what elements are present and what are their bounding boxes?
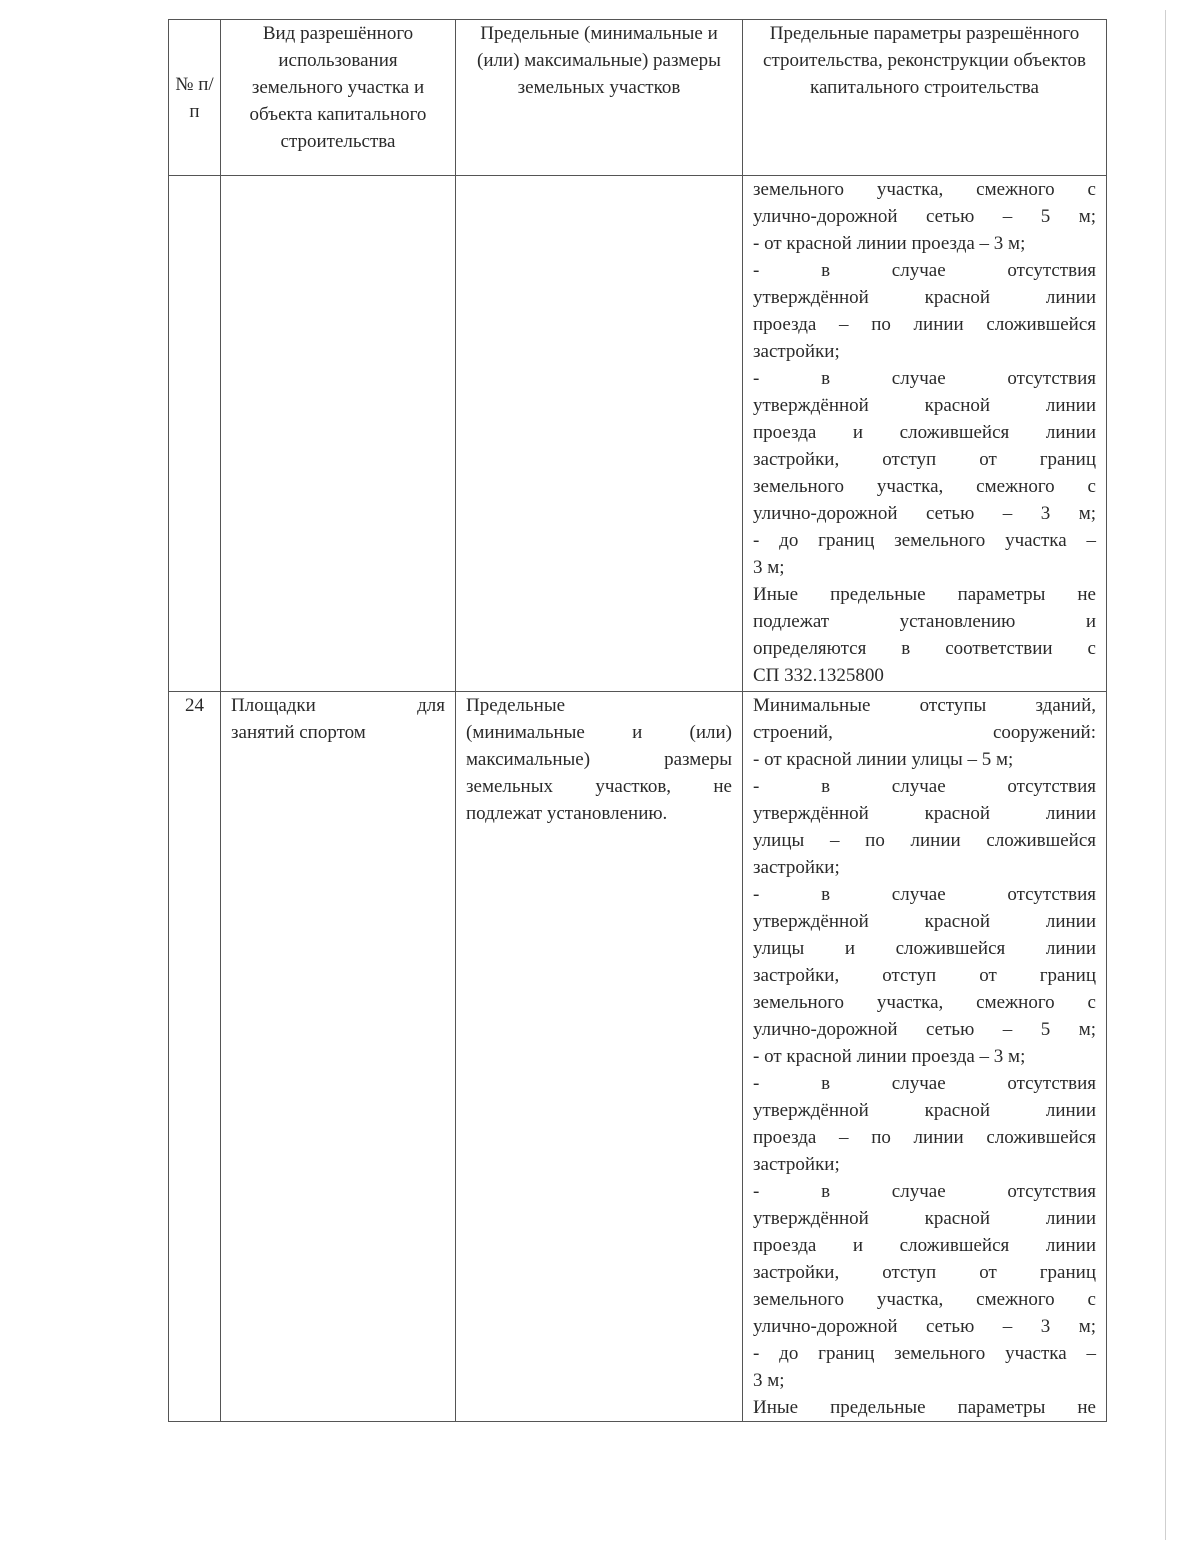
- table-row: [169, 176, 1107, 692]
- params-line: - в случае отсутствия: [753, 1181, 1096, 1202]
- params-line: - в случае отсутствия: [753, 884, 1096, 905]
- params-line: проезда и сложившейся линии: [753, 1235, 1096, 1256]
- parameters-cell: [743, 176, 1107, 692]
- params-line: - от красной линии проезда – 3 м;: [753, 1046, 1026, 1067]
- params-line: утверждённой красной линии: [753, 395, 1096, 416]
- params-line: определяются в соответствии с: [753, 638, 1096, 659]
- params-line: - в случае отсутствия: [753, 1073, 1096, 1094]
- row-number-cell: [169, 176, 221, 692]
- params-line: утверждённой красной линии: [753, 287, 1096, 308]
- params-line: утверждённой красной линии: [753, 1100, 1096, 1121]
- params-line: - до границ земельного участка –: [753, 530, 1096, 551]
- params-line: - в случае отсутствия: [753, 260, 1096, 281]
- params-line: земельного участка, смежного с: [753, 992, 1096, 1013]
- params-line: улично-дорожной сетью – 5 м;: [753, 1019, 1096, 1040]
- plot-size-cell: [456, 692, 743, 1422]
- params-line: утверждённой красной линии: [753, 911, 1096, 932]
- sizes-line: подлежат установлению.: [466, 803, 668, 824]
- params-line: - в случае отсутствия: [753, 776, 1096, 797]
- params-line: строений, сооружений:: [753, 722, 1096, 743]
- params-line: застройки;: [753, 341, 840, 362]
- params-line: застройки, отступ от границ: [753, 449, 1096, 470]
- params-line: - до границ земельного участка –: [753, 1343, 1096, 1364]
- params-line: Иные предельные параметры не: [753, 584, 1096, 605]
- land-use-kind-cell: [221, 176, 456, 692]
- header-construction-parameters: Предельные параметры разрешённого строительства, реконструкции объектов капитального строительства: [743, 20, 1107, 176]
- header-number: № п/п: [169, 20, 221, 176]
- params-line: улицы и сложившейся линии: [753, 938, 1096, 959]
- params-line: проезда и сложившейся линии: [753, 422, 1096, 443]
- page-edge-line: [1165, 10, 1166, 1540]
- kind-line: занятий спортом: [231, 722, 366, 743]
- params-line: застройки;: [753, 1154, 840, 1175]
- sizes-line: максимальные) размеры: [466, 749, 732, 770]
- params-line: 3 м;: [753, 1370, 785, 1391]
- params-line: застройки, отступ от границ: [753, 965, 1096, 986]
- params-line: улично-дорожной сетью – 5 м;: [753, 206, 1096, 227]
- sizes-line: (минимальные и (или): [466, 722, 732, 743]
- params-line: - от красной линии улицы – 5 м;: [753, 749, 1014, 770]
- params-line: Иные предельные параметры не: [753, 1397, 1096, 1418]
- params-line: застройки;: [753, 857, 840, 878]
- params-line: утверждённой красной линии: [753, 1208, 1096, 1229]
- params-line: - от красной линии проезда – 3 м;: [753, 233, 1026, 254]
- kind-line: Площадки для: [231, 695, 445, 716]
- params-line: Минимальные отступы зданий,: [753, 695, 1096, 716]
- sizes-line: Предельные: [466, 695, 566, 716]
- params-line: земельного участка, смежного с: [753, 476, 1096, 497]
- params-line: земельного участка, смежного с: [753, 179, 1096, 200]
- params-line: утверждённой красной линии: [753, 803, 1096, 824]
- params-line: подлежат установлению и: [753, 611, 1096, 632]
- sizes-line: земельных участков, не: [466, 776, 732, 797]
- params-line: улицы – по линии сложившейся: [753, 830, 1096, 851]
- table-row: [169, 692, 1107, 1422]
- params-line: СП 332.1325800: [753, 665, 884, 686]
- plot-size-cell: [456, 176, 743, 692]
- params-line: проезда – по линии сложившейся: [753, 1127, 1096, 1148]
- land-use-kind-cell: [221, 692, 456, 1422]
- params-line: улично-дорожной сетью – 3 м;: [753, 503, 1096, 524]
- params-line: улично-дорожной сетью – 3 м;: [753, 1316, 1096, 1337]
- params-line: застройки, отступ от границ: [753, 1262, 1096, 1283]
- table-header-row: [169, 20, 1107, 176]
- params-line: - в случае отсутствия: [753, 368, 1096, 389]
- land-use-regulations-table: [168, 19, 1107, 1422]
- params-line: проезда – по линии сложившейся: [753, 314, 1096, 335]
- params-line: 3 м;: [753, 557, 785, 578]
- header-land-use-kind: Вид разрешённого использования земельного участка и объекта капитального строительства: [221, 20, 456, 176]
- row-number-cell: 24: [169, 692, 221, 1422]
- params-line: земельного участка, смежного с: [753, 1289, 1096, 1310]
- header-plot-size-limits: Предельные (минимальные и (или) максимальные) размеры земельных участков: [456, 20, 743, 176]
- parameters-cell: [743, 692, 1107, 1422]
